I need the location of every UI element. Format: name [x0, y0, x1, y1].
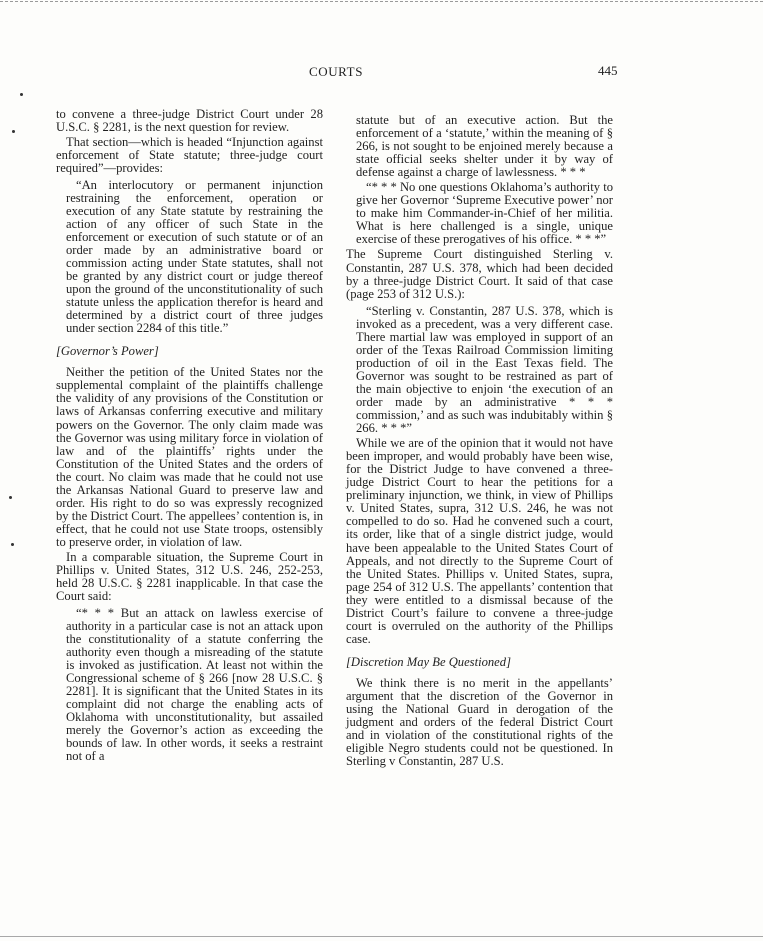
paragraph: We think there is no merit in the appellants’ argument that the discretion of the Governor in using the National Guard in derogation of the judgment and orders of the federal District Court and in violation of the constitutional rights of the eligible Negro students could not be questioned. In Sterling v Constantin, 287 U.S.: [346, 675, 613, 769]
margin-speck: [20, 93, 23, 96]
left-column: [56, 108, 323, 765]
margin-speck: [11, 543, 14, 546]
paragraph: to convene a three-judge District Court under 28 U.S.C. § 2281, is the next question for review.: [56, 107, 323, 135]
right-column: [346, 110, 613, 770]
margin-speck: [9, 496, 12, 499]
paragraph: While we are of the opinion that it would not have been improper, and would probably have been wise, for the District Judge to have convened a three-judge District Court to hear the petitions for a preliminary injunction, we think, in view of Phillips v. United States, supra, 312 U.S. 246, he was not compelled to do so. Had he convened such a court, its order, like that of a single district judge, would have been appealable to the United States Court of Appeals, and not directly to the Supreme Court of the United States. Phillips v. United States, supra, page 254 of 312 U.S. The appellants’ contention that they were entitled to a dismissal because of the District Court’s failure to convene a three-judge court is overruled on the authority of the Phillips case.: [346, 436, 613, 646]
block-quote: statute but of an executive action. But the enforcement of a ‘statute,’ within the meaning of § 266, is not sought to be enjoined merely because a state official seeks shelter under it by way of defense against a charge of lawlessness. * * *: [356, 113, 613, 180]
page-number: 445: [598, 63, 618, 78]
paragraph: The Supreme Court distinguished Sterling v. Constantin, 287 U.S. 378, which had been decided by a three-judge District Court. It said of that case (page 253 of 312 U.S.):: [346, 247, 613, 301]
block-quote: “* * * But an attack on lawless exercise of authority in a particular case is not an attack upon the constitutionality of a statute conferring the authority even though a misreading of the statute is invoked as justification. At least not within the Congressional scheme of § 266 [now 28 U.S.C. § 2281]. It is significant that the United States in its complaint did not charge the enabling acts of Oklahoma with unconstitutionality, but assailed merely the Governor’s action as exceeding the bounds of law. In other words, it seeks a restraint not of a: [66, 605, 323, 764]
block-quote: “* * * No one questions Oklahoma’s authority to give her Governor ‘Supreme Executive power’ nor to make him Commander-in-Chief of her militia. What is here challenged is a single, unique exercise of these prerogatives of his office. * * *”: [356, 180, 613, 247]
running-head: COURTS: [308, 64, 364, 79]
block-quote: “Sterling v. Constantin, 287 U.S. 378, which is invoked as a precedent, was a very different case. There martial law was employed in support of an order of the Texas Railroad Commission limiting production of oil in the East Texas field. The Governor was sought to be restrained as part of the main objective to enjoin ‘the execution of an order made by an administrative * * * commission,’ and as such was indubitably within § 266. * * *”: [356, 303, 613, 436]
bottom-border: [0, 936, 763, 937]
paragraph: That section—which is headed “Injunction against enforcement of State statute; three-judge court required”—provides:: [56, 134, 323, 175]
section-heading: [Discretion May Be Questioned]: [346, 654, 511, 669]
paragraph: In a comparable situation, the Supreme Court in Phillips v. United States, 312 U.S. 246, 252-253, held 28 U.S.C. § 2281 inapplicable. In that case the Court said:: [56, 549, 323, 603]
section-heading: [Governor’s Power]: [56, 344, 159, 359]
top-dashed-border: [0, 1, 763, 2]
block-quote: “An interlocutory or permanent injunction restraining the enforcement, operation or execution of any State statute by restraining the action of any officer of such State in the enforcement or execution of such statute or of an order made by an administrative board or commission acting under State statutes, shall not be granted by any district court or judge thereof upon the ground of the unconstitutionality of such statute unless the application therefor is heard and determined by a district court of three judges under section 2284 of this title.”: [66, 177, 323, 336]
margin-speck: [12, 130, 15, 133]
paragraph: Neither the petition of the United States nor the supplemental complaint of the plaintiffs challenge the validity of any provisions of the Constitution or laws of Arkansas conferring executive and military powers on the Governor. The only claim made was the Governor was using military force in violation of law and of the plaintiffs’ rights under the Constitution of the United States and the orders of the court. No claim was made that he could not use the Arkansas National Guard to preserve law and order. His right to do so was expressly recognized by the District Court. The appellees’ contention is, in effect, that he could not use State troops, ostensibly to preserve order, in violation of law.: [56, 365, 323, 549]
